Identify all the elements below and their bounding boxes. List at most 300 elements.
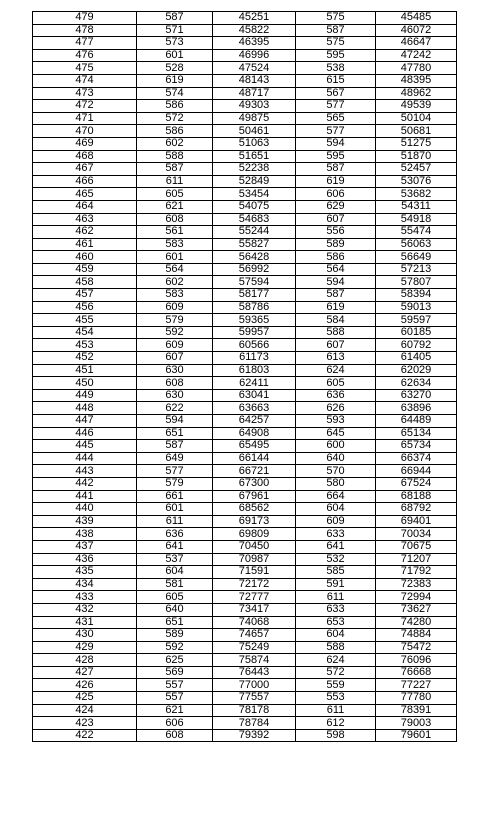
count-cell-a: 621 [137,704,213,717]
table-row [33,465,457,478]
count-cell-b: 640 [296,452,376,465]
table-body [33,12,457,742]
count-cell-a: 602 [137,276,213,289]
score-cell: 461 [33,238,137,251]
count-cell-b: 572 [296,666,376,679]
count-cell-b: 595 [296,150,376,163]
cumulative-cell-a: 49303 [213,100,296,113]
count-cell-b: 594 [296,276,376,289]
count-cell-a: 608 [137,729,213,742]
table-row [33,503,457,516]
count-cell-b: 611 [296,591,376,604]
count-cell-a: 611 [137,515,213,528]
table-row [33,490,457,503]
count-cell-b: 580 [296,477,376,490]
count-cell-b: 626 [296,402,376,415]
score-cell: 460 [33,251,137,264]
count-cell-a: 528 [137,62,213,75]
cumulative-cell-a: 70450 [213,540,296,553]
cumulative-cell-a: 55827 [213,238,296,251]
table-row [33,717,457,730]
score-cell: 437 [33,540,137,553]
score-cell: 441 [33,490,137,503]
score-cell: 474 [33,74,137,87]
count-cell-b: 588 [296,641,376,654]
cumulative-cell-b: 68188 [376,490,457,503]
count-cell-a: 587 [137,163,213,176]
score-cell: 446 [33,427,137,440]
count-cell-a: 649 [137,452,213,465]
count-cell-a: 611 [137,175,213,188]
cumulative-cell-b: 70675 [376,540,457,553]
score-cell: 445 [33,440,137,453]
table-row [33,24,457,37]
count-cell-a: 608 [137,213,213,226]
cumulative-cell-b: 72383 [376,578,457,591]
score-cell: 422 [33,729,137,742]
table-row [33,137,457,150]
cumulative-cell-b: 49539 [376,100,457,113]
score-distribution-table [32,11,457,742]
cumulative-cell-b: 50681 [376,125,457,138]
count-cell-a: 605 [137,188,213,201]
count-cell-a: 573 [137,37,213,50]
count-cell-b: 645 [296,427,376,440]
cumulative-cell-b: 76096 [376,654,457,667]
count-cell-b: 636 [296,389,376,402]
table-row [33,188,457,201]
count-cell-a: 641 [137,540,213,553]
table-row [33,62,457,75]
cumulative-cell-a: 59957 [213,326,296,339]
score-cell: 435 [33,566,137,579]
count-cell-a: 572 [137,112,213,125]
score-cell: 438 [33,528,137,541]
cumulative-cell-b: 57807 [376,276,457,289]
cumulative-cell-a: 45251 [213,12,296,25]
table-row [33,364,457,377]
cumulative-cell-a: 71591 [213,566,296,579]
count-cell-a: 661 [137,490,213,503]
score-cell: 433 [33,591,137,604]
score-cell: 452 [33,352,137,365]
table-row [33,553,457,566]
count-cell-b: 586 [296,251,376,264]
count-cell-a: 588 [137,150,213,163]
cumulative-cell-b: 68792 [376,503,457,516]
count-cell-a: 607 [137,352,213,365]
count-cell-b: 611 [296,704,376,717]
cumulative-cell-b: 56063 [376,238,457,251]
cumulative-cell-b: 46072 [376,24,457,37]
score-cell: 426 [33,679,137,692]
count-cell-b: 594 [296,137,376,150]
cumulative-cell-b: 60792 [376,339,457,352]
count-cell-b: 664 [296,490,376,503]
table-row [33,226,457,239]
table-row [33,692,457,705]
cumulative-cell-a: 65495 [213,440,296,453]
count-cell-b: 565 [296,112,376,125]
count-cell-a: 587 [137,440,213,453]
count-cell-b: 584 [296,314,376,327]
count-cell-b: 585 [296,566,376,579]
cumulative-cell-b: 64489 [376,415,457,428]
cumulative-cell-a: 72172 [213,578,296,591]
cumulative-cell-a: 58786 [213,301,296,314]
count-cell-b: 587 [296,24,376,37]
count-cell-a: 583 [137,238,213,251]
cumulative-cell-a: 55244 [213,226,296,239]
table-row [33,301,457,314]
cumulative-cell-a: 74657 [213,629,296,642]
cumulative-cell-b: 46647 [376,37,457,50]
cumulative-cell-a: 56428 [213,251,296,264]
table-row [33,666,457,679]
cumulative-cell-a: 72777 [213,591,296,604]
cumulative-cell-a: 52849 [213,175,296,188]
cumulative-cell-a: 56992 [213,263,296,276]
cumulative-cell-b: 53076 [376,175,457,188]
table-row [33,263,457,276]
score-cell: 436 [33,553,137,566]
count-cell-b: 532 [296,553,376,566]
count-cell-b: 606 [296,188,376,201]
table-row [33,440,457,453]
cumulative-cell-b: 54311 [376,200,457,213]
score-cell: 479 [33,12,137,25]
count-cell-b: 577 [296,125,376,138]
cumulative-cell-b: 65734 [376,440,457,453]
count-cell-b: 607 [296,339,376,352]
score-cell: 440 [33,503,137,516]
count-cell-a: 602 [137,137,213,150]
cumulative-cell-b: 56649 [376,251,457,264]
count-cell-a: 579 [137,477,213,490]
cumulative-cell-a: 75874 [213,654,296,667]
cumulative-cell-a: 53454 [213,188,296,201]
cumulative-cell-b: 55474 [376,226,457,239]
count-cell-b: 559 [296,679,376,692]
cumulative-cell-a: 48717 [213,87,296,100]
count-cell-b: 619 [296,175,376,188]
table-row [33,566,457,579]
table-row [33,339,457,352]
count-cell-a: 651 [137,616,213,629]
count-cell-a: 592 [137,641,213,654]
count-cell-a: 537 [137,553,213,566]
cumulative-cell-b: 79601 [376,729,457,742]
count-cell-b: 609 [296,515,376,528]
table-row [33,87,457,100]
count-cell-a: 609 [137,301,213,314]
cumulative-cell-a: 75249 [213,641,296,654]
table-row [33,200,457,213]
count-cell-a: 601 [137,49,213,62]
cumulative-cell-b: 65134 [376,427,457,440]
count-cell-a: 569 [137,666,213,679]
table-row [33,150,457,163]
table-row [33,74,457,87]
cumulative-cell-b: 47242 [376,49,457,62]
cumulative-cell-a: 54683 [213,213,296,226]
table-row [33,112,457,125]
cumulative-cell-b: 59597 [376,314,457,327]
score-cell: 476 [33,49,137,62]
count-cell-b: 588 [296,326,376,339]
score-cell: 447 [33,415,137,428]
count-cell-a: 557 [137,692,213,705]
score-cell: 468 [33,150,137,163]
cumulative-cell-b: 66374 [376,452,457,465]
cumulative-cell-a: 47524 [213,62,296,75]
score-cell: 443 [33,465,137,478]
cumulative-cell-b: 70034 [376,528,457,541]
table-row [33,100,457,113]
count-cell-b: 604 [296,629,376,642]
score-cell: 454 [33,326,137,339]
cumulative-cell-a: 67300 [213,477,296,490]
table-row [33,641,457,654]
table-row [33,12,457,25]
table-row [33,238,457,251]
table-row [33,125,457,138]
cumulative-cell-a: 57594 [213,276,296,289]
table-row [33,415,457,428]
cumulative-cell-a: 52238 [213,163,296,176]
score-cell: 450 [33,377,137,390]
count-cell-b: 624 [296,654,376,667]
table-row [33,679,457,692]
table-row [33,616,457,629]
score-cell: 463 [33,213,137,226]
cumulative-cell-b: 63896 [376,402,457,415]
score-cell: 458 [33,276,137,289]
score-cell: 431 [33,616,137,629]
count-cell-b: 538 [296,62,376,75]
score-cell: 465 [33,188,137,201]
cumulative-cell-b: 53682 [376,188,457,201]
score-cell: 470 [33,125,137,138]
cumulative-cell-b: 69401 [376,515,457,528]
score-cell: 434 [33,578,137,591]
score-cell: 457 [33,289,137,302]
table-row [33,591,457,604]
count-cell-a: 636 [137,528,213,541]
count-cell-b: 575 [296,12,376,25]
score-cell: 467 [33,163,137,176]
cumulative-cell-a: 51063 [213,137,296,150]
count-cell-a: 564 [137,263,213,276]
count-cell-a: 625 [137,654,213,667]
cumulative-cell-a: 50461 [213,125,296,138]
cumulative-cell-a: 66721 [213,465,296,478]
count-cell-a: 589 [137,629,213,642]
score-cell: 442 [33,477,137,490]
score-cell: 444 [33,452,137,465]
table-row [33,729,457,742]
count-cell-b: 598 [296,729,376,742]
count-cell-b: 613 [296,352,376,365]
count-cell-b: 593 [296,415,376,428]
table-row [33,314,457,327]
cumulative-cell-b: 79003 [376,717,457,730]
score-cell: 469 [33,137,137,150]
cumulative-cell-a: 68562 [213,503,296,516]
score-cell: 464 [33,200,137,213]
score-cell: 451 [33,364,137,377]
cumulative-cell-b: 63270 [376,389,457,402]
cumulative-cell-b: 59013 [376,301,457,314]
cumulative-cell-b: 77227 [376,679,457,692]
cumulative-cell-b: 47780 [376,62,457,75]
count-cell-a: 601 [137,251,213,264]
count-cell-b: 629 [296,200,376,213]
cumulative-cell-b: 71207 [376,553,457,566]
count-cell-a: 622 [137,402,213,415]
count-cell-b: 604 [296,503,376,516]
count-cell-b: 589 [296,238,376,251]
cumulative-cell-b: 48962 [376,87,457,100]
count-cell-a: 630 [137,364,213,377]
count-cell-b: 605 [296,377,376,390]
score-cell: 423 [33,717,137,730]
cumulative-cell-a: 61803 [213,364,296,377]
count-cell-a: 630 [137,389,213,402]
cumulative-cell-a: 64257 [213,415,296,428]
count-cell-b: 600 [296,440,376,453]
score-cell: 459 [33,263,137,276]
count-cell-a: 651 [137,427,213,440]
cumulative-cell-b: 61405 [376,352,457,365]
table-row [33,213,457,226]
table-row [33,352,457,365]
cumulative-cell-a: 78178 [213,704,296,717]
cumulative-cell-a: 62411 [213,377,296,390]
cumulative-cell-b: 57213 [376,263,457,276]
table-row [33,175,457,188]
score-cell: 427 [33,666,137,679]
count-cell-a: 592 [137,326,213,339]
count-cell-b: 575 [296,37,376,50]
table-row [33,402,457,415]
count-cell-a: 606 [137,717,213,730]
score-cell: 430 [33,629,137,642]
score-cell: 477 [33,37,137,50]
cumulative-cell-b: 51275 [376,137,457,150]
cumulative-cell-b: 45485 [376,12,457,25]
count-cell-a: 587 [137,12,213,25]
count-cell-a: 577 [137,465,213,478]
count-cell-a: 583 [137,289,213,302]
cumulative-cell-a: 63663 [213,402,296,415]
count-cell-b: 619 [296,301,376,314]
cumulative-cell-b: 67524 [376,477,457,490]
score-cell: 478 [33,24,137,37]
count-cell-b: 587 [296,163,376,176]
cumulative-cell-a: 69173 [213,515,296,528]
count-cell-b: 633 [296,603,376,616]
cumulative-cell-a: 67961 [213,490,296,503]
count-cell-a: 594 [137,415,213,428]
cumulative-cell-a: 76443 [213,666,296,679]
cumulative-cell-b: 71792 [376,566,457,579]
table-row [33,37,457,50]
cumulative-cell-a: 48143 [213,74,296,87]
cumulative-cell-a: 46996 [213,49,296,62]
table-row [33,540,457,553]
cumulative-cell-b: 74280 [376,616,457,629]
cumulative-cell-b: 72994 [376,591,457,604]
count-cell-b: 570 [296,465,376,478]
table-row [33,326,457,339]
count-cell-a: 640 [137,603,213,616]
cumulative-cell-a: 45822 [213,24,296,37]
score-cell: 424 [33,704,137,717]
count-cell-a: 581 [137,578,213,591]
count-cell-a: 579 [137,314,213,327]
cumulative-cell-a: 79392 [213,729,296,742]
count-cell-b: 633 [296,528,376,541]
table-row [33,163,457,176]
cumulative-cell-a: 64908 [213,427,296,440]
table-row [33,704,457,717]
cumulative-cell-a: 49875 [213,112,296,125]
score-cell: 471 [33,112,137,125]
score-cell: 439 [33,515,137,528]
cumulative-cell-b: 54918 [376,213,457,226]
cumulative-cell-a: 66144 [213,452,296,465]
score-cell: 472 [33,100,137,113]
cumulative-cell-b: 66944 [376,465,457,478]
count-cell-a: 619 [137,74,213,87]
cumulative-cell-b: 78391 [376,704,457,717]
count-cell-b: 577 [296,100,376,113]
score-cell: 432 [33,603,137,616]
count-cell-b: 591 [296,578,376,591]
score-cell: 466 [33,175,137,188]
table-row [33,515,457,528]
cumulative-cell-b: 77780 [376,692,457,705]
score-cell: 462 [33,226,137,239]
cumulative-cell-a: 69809 [213,528,296,541]
score-cell: 473 [33,87,137,100]
table-row [33,427,457,440]
cumulative-cell-a: 77000 [213,679,296,692]
cumulative-cell-b: 76668 [376,666,457,679]
cumulative-cell-a: 51651 [213,150,296,163]
count-cell-b: 624 [296,364,376,377]
count-cell-b: 556 [296,226,376,239]
cumulative-cell-a: 59365 [213,314,296,327]
table-row [33,477,457,490]
score-cell: 428 [33,654,137,667]
cumulative-cell-a: 61173 [213,352,296,365]
count-cell-a: 586 [137,100,213,113]
cumulative-cell-b: 60185 [376,326,457,339]
count-cell-b: 607 [296,213,376,226]
count-cell-b: 564 [296,263,376,276]
cumulative-cell-a: 46395 [213,37,296,50]
cumulative-cell-b: 48395 [376,74,457,87]
count-cell-b: 641 [296,540,376,553]
cumulative-cell-a: 73417 [213,603,296,616]
score-cell: 453 [33,339,137,352]
cumulative-cell-a: 74068 [213,616,296,629]
count-cell-b: 587 [296,289,376,302]
cumulative-cell-b: 52457 [376,163,457,176]
cumulative-cell-a: 60566 [213,339,296,352]
